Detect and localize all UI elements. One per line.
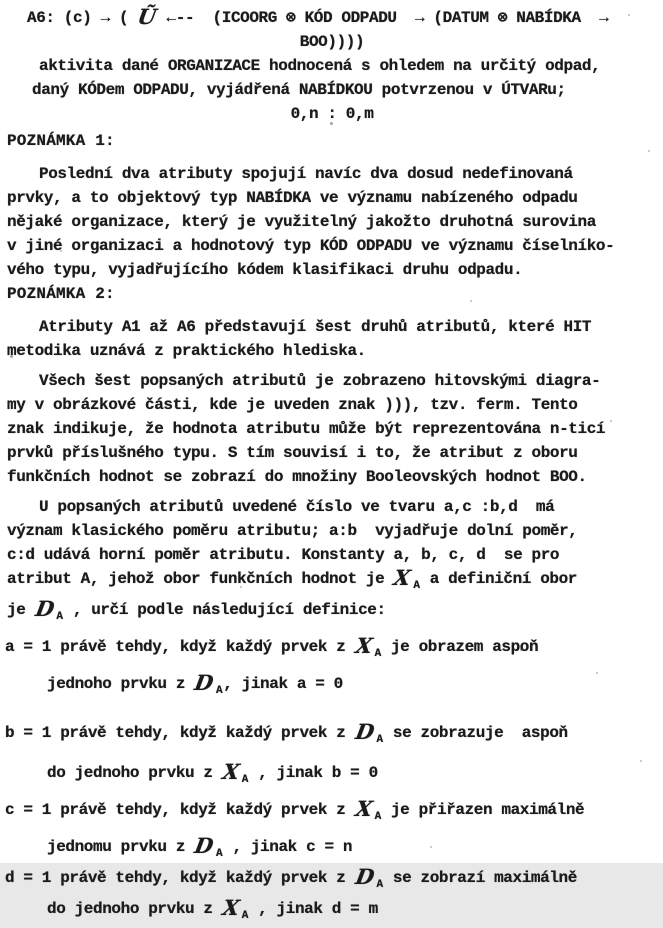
- scan-speck: [430, 846, 432, 848]
- document-line: A6: (c) → ( Ũ ←-- (ICOORG ⊗ KÓD ODPADU → (DATUM ⊗ NABÍDKA →: [27, 4, 609, 29]
- scan-speck: [628, 14, 630, 16]
- document-line: prvků příslušného typu. S tím souvisí i to, že atribut z oboru: [7, 444, 578, 462]
- scan-speck: [60, 250, 62, 252]
- document-line: atribut A, jehož obor funkčních hodnot je $X_A$ a definiční obor: [7, 565, 578, 592]
- document-line: daný KÓDem ODPADU, vyjádřená NABÍDKOU potvrzenou v ÚTVARu;: [32, 81, 566, 99]
- script-x: X: [353, 796, 374, 821]
- script-x: X: [392, 565, 413, 590]
- document-line: význam klasického poměru atributu; a:b vyjadřuje dolní poměr,: [7, 522, 578, 540]
- document-line: U popsaných atributů uvedené číslo ve tvaru a,c :b,d má: [39, 498, 555, 516]
- scan-speck: [596, 672, 598, 674]
- scan-speck: [330, 122, 333, 125]
- document-line: prvky, a to objektový typ NABÍDKA ve významu nabízeného odpadu: [7, 189, 578, 207]
- note-heading-1: POZNÁMKA 1:: [7, 132, 115, 150]
- document-line: d = 1 právě tehdy, když každý prvek z $D_A$ se zobrazí maximálně: [5, 864, 577, 891]
- subscript-a: A: [376, 734, 383, 746]
- document-line: c = 1 právě tehdy, když každý prvek z $X_A$ je přiřazen maximálně: [5, 796, 585, 823]
- document-line: BOO)))): [299, 33, 365, 51]
- document-line: Všech šest popsaných atributů je zobrazeno hitovskými diagra-: [39, 372, 601, 390]
- document-line: znak indikuje, že hodnota atributu může být reprezentována n-ticí: [7, 420, 606, 438]
- scan-speck: [520, 648, 523, 651]
- document-line: b = 1 právě tehdy, když každý prvek z $D_A$ se zobrazuje aspoň: [5, 719, 568, 746]
- script-x: X: [220, 895, 241, 920]
- document-line: do jednoho prvku z $X_A$ , jinak d = m: [47, 895, 378, 922]
- document-line: jednomu prvku z $D_A$ , jinak c = n: [47, 833, 353, 860]
- subscript-a: A: [216, 685, 223, 697]
- subscript-a: A: [374, 811, 381, 823]
- subscript-a: A: [376, 879, 383, 891]
- document-line: vého typu, vyjadřujícího kódem klasifikaci druhu odpadu.: [7, 261, 523, 279]
- script-u-tilde: Ũ: [136, 4, 159, 29]
- document-line: v jiné organizaci a hodnotový typ KÓD ODPADU ve významu číselníko-: [7, 237, 615, 255]
- script-d: D: [193, 833, 216, 858]
- document-line: 0,n : 0,m: [290, 105, 374, 123]
- script-d: D: [193, 670, 216, 695]
- document-line: je $D_A$ , určí podle následující definice:: [7, 596, 386, 623]
- scan-speck: [470, 300, 472, 302]
- document-line: funkčních hodnot se zobrazí do množiny Booleovských hodnot BOO.: [7, 468, 587, 486]
- script-x: X: [220, 759, 241, 784]
- document-line: Atributy A1 až A6 představují šest druhů atributů, které HIT: [39, 318, 592, 336]
- document-line: my v obrázkové části, kde je uveden znak ))), tzv. ferm. Tento: [7, 396, 578, 414]
- document-line: Poslední dva atributy spojují navíc dva dosud nedefinovaná: [39, 165, 573, 183]
- script-x: X: [353, 633, 374, 658]
- document-line: do jednoho prvku z $X_A$ , jinak b = 0: [47, 759, 378, 786]
- scan-speck: [648, 150, 650, 152]
- note-heading-2: POZNÁMKA 2:: [7, 285, 115, 303]
- script-d: D: [353, 719, 376, 744]
- scan-speck: [10, 355, 13, 358]
- document-line: a = 1 právě tehdy, když každý prvek z $X_A$ je obrazem aspoň: [5, 633, 539, 660]
- subscript-a: A: [241, 774, 248, 786]
- subscript-a: A: [241, 910, 248, 922]
- script-d: D: [353, 864, 376, 889]
- subscript-a: A: [374, 648, 381, 660]
- document-line: c:d udává horní poměr atributu. Konstanty a, b, c, d se pro: [7, 546, 560, 564]
- document-line: aktivita dané ORGANIZACE hodnocená s ohledem na určitý odpad,: [39, 57, 601, 75]
- document-lines: [5, 6, 659, 928]
- document-line: metodika uznává z praktického hlediska.: [7, 342, 366, 360]
- script-d: D: [33, 596, 56, 621]
- document-line: jednoho prvku z $D_A$, jinak a = 0: [47, 670, 343, 697]
- subscript-a: A: [216, 848, 223, 860]
- subscript-a: A: [413, 580, 420, 592]
- document-line: nějaké organizace, který je využitelný jakožto druhotná surovina: [7, 213, 596, 231]
- scan-speck: [240, 586, 242, 588]
- scan-speck: [640, 760, 642, 762]
- scan-speck: [610, 420, 612, 422]
- subscript-a: A: [56, 611, 63, 623]
